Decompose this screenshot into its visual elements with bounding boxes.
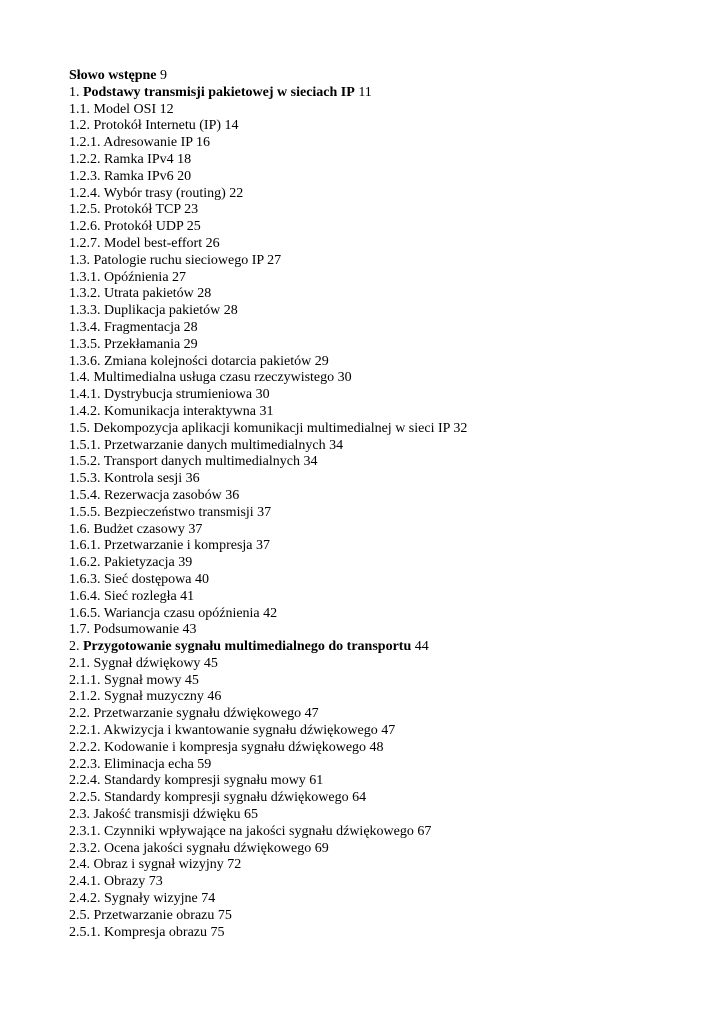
- toc-entry-text: 2.4.2. Sygnały wizyjne 74: [69, 891, 216, 907]
- toc-entry: [69, 807, 467, 824]
- toc-entry: [69, 454, 467, 471]
- toc-entry: [69, 639, 467, 656]
- toc-entry-text: 1.6.2. Pakietyzacja 39: [69, 555, 193, 571]
- toc-entry: [69, 320, 467, 337]
- toc-entry-text: 2.5.1. Kompresja obrazu 75: [69, 924, 225, 940]
- toc-entry: [69, 471, 467, 488]
- toc-entry-text: 1.6.4. Sieć rozległa 41: [69, 588, 195, 604]
- toc-entry: [69, 555, 467, 572]
- toc-entry: [69, 370, 467, 387]
- toc-entry-text: 2.2.5. Standardy kompresji sygnału dźwiękowego 64: [69, 790, 367, 806]
- toc-entry-text: 2.2.1. Akwizycja i kwantowanie sygnału dźwiękowego 47: [69, 723, 396, 739]
- toc-entry-text: 1.5.5. Bezpieczeństwo transmisji 37: [69, 504, 272, 520]
- toc-entry-text: 2.4.1. Obrazy 73: [69, 874, 163, 890]
- toc-entry-text: 2.1.2. Sygnał muzyczny 46: [69, 689, 222, 705]
- toc-entry: [69, 152, 467, 169]
- toc-entry: [69, 891, 467, 908]
- toc-entry: [69, 538, 467, 555]
- toc-entry-text: 1.5.3. Kontrola sesji 36: [69, 471, 200, 487]
- toc-entry: [69, 236, 467, 253]
- toc-entry-text: 1.5. Dekompozycja aplikacji komunikacji multimedialnej w sieci IP 32: [69, 420, 468, 436]
- toc-entry-text: 1.2.3. Ramka IPv6 20: [69, 168, 192, 184]
- toc-entry-text: 1.2.5. Protokół TCP 23: [69, 202, 199, 218]
- toc-entry: [69, 824, 467, 841]
- toc-entry-text: 1.2. Protokół Internetu (IP) 14: [69, 118, 239, 134]
- toc-entry-text: 1.2.6. Protokół UDP 25: [69, 219, 201, 235]
- toc-entry: [69, 689, 467, 706]
- toc-entry-text: 1.3.3. Duplikacja pakietów 28: [69, 303, 238, 319]
- toc-entry-text: 2.2.3. Eliminacja echa 59: [69, 756, 212, 772]
- toc-entry-text: 1.6.1. Przetwarzanie i kompresja 37: [69, 538, 270, 554]
- toc-entry-text: 1.1. Model OSI 12: [69, 101, 174, 117]
- toc-entry-text: 2.2. Przetwarzanie sygnału dźwiękowego 47: [69, 706, 319, 722]
- toc-entry-text: 1.3.5. Przekłamania 29: [69, 336, 198, 352]
- toc-entry: [69, 874, 467, 891]
- toc-entry-text: 1.4. Multimedialna usługa czasu rzeczywistego 30: [69, 370, 352, 386]
- toc-entry: [69, 219, 467, 236]
- toc-entry: [69, 118, 467, 135]
- toc-entry: [69, 270, 467, 287]
- toc-entry-number: 2.: [69, 639, 80, 655]
- table-of-contents: [69, 68, 467, 941]
- toc-entry-text: 2.4. Obraz i sygnał wizyjny 72: [69, 857, 242, 873]
- toc-entry-text: 2.2.4. Standardy kompresji sygnału mowy 61: [69, 773, 324, 789]
- toc-entry: [69, 68, 467, 85]
- toc-entry-text: 1.2.2. Ramka IPv4 18: [69, 151, 192, 167]
- toc-entry: [69, 404, 467, 421]
- toc-entry: [69, 723, 467, 740]
- toc-entry-text: 1.3.1. Opóźnienia 27: [69, 269, 187, 285]
- toc-entry-text: 2.3.2. Ocena jakości sygnału dźwiękowego 69: [69, 840, 329, 856]
- toc-entry: [69, 202, 467, 219]
- toc-entry: [69, 908, 467, 925]
- toc-entry-text: 2.3.1. Czynniki wpływające na jakości sygnału dźwiękowego 67: [69, 823, 432, 839]
- toc-entry-text: 1.3.2. Utrata pakietów 28: [69, 286, 212, 302]
- toc-entry: [69, 673, 467, 690]
- toc-entry: [69, 572, 467, 589]
- toc-entry: [69, 857, 467, 874]
- toc-entry: [69, 773, 467, 790]
- toc-entry: [69, 925, 467, 942]
- toc-entry: [69, 135, 467, 152]
- toc-entry: [69, 757, 467, 774]
- toc-entry-text: 1.3.6. Zmiana kolejności dotarcia pakietów 29: [69, 353, 329, 369]
- toc-entry: [69, 421, 467, 438]
- toc-entry-text: 1.7. Podsumowanie 43: [69, 622, 197, 638]
- toc-entry-page: 44: [414, 639, 429, 655]
- toc-entry: [69, 354, 467, 371]
- toc-entry: [69, 589, 467, 606]
- toc-entry-text: 2.3. Jakość transmisji dźwięku 65: [69, 807, 258, 823]
- toc-entry-text: 1.4.1. Dystrybucja strumieniowa 30: [69, 387, 270, 403]
- toc-entry-text: 1.6. Budżet czasowy 37: [69, 521, 203, 537]
- toc-entry-title: Podstawy transmisji pakietowej w sieciach IP: [83, 84, 355, 100]
- toc-entry: [69, 488, 467, 505]
- toc-entry: [69, 102, 467, 119]
- toc-entry-text: 2.2.2. Kodowanie i kompresja sygnału dźwiękowego 48: [69, 739, 384, 755]
- toc-entry: [69, 85, 467, 102]
- toc-entry-text: 1.2.7. Model best-effort 26: [69, 235, 220, 251]
- toc-entry-text: 1.6.3. Sieć dostępowa 40: [69, 571, 209, 587]
- toc-entry-text: 1.3. Patologie ruchu sieciowego IP 27: [69, 252, 282, 268]
- toc-entry-text: 2.1.1. Sygnał mowy 45: [69, 672, 199, 688]
- toc-entry-page: 9: [160, 68, 168, 83]
- toc-entry: [69, 505, 467, 522]
- toc-entry-title: Przygotowanie sygnału multimedialnego do transportu: [83, 639, 412, 655]
- toc-entry: [69, 169, 467, 186]
- toc-entry-text: 1.5.2. Transport danych multimedialnych 34: [69, 454, 318, 470]
- toc-entry-text: 1.2.1. Adresowanie IP 16: [69, 135, 211, 151]
- toc-entry-text: 1.3.4. Fragmentacja 28: [69, 319, 198, 335]
- toc-entry-text: 1.5.1. Przetwarzanie danych multimedialnych 34: [69, 437, 344, 453]
- toc-entry: [69, 286, 467, 303]
- toc-entry: [69, 606, 467, 623]
- toc-entry: [69, 740, 467, 757]
- toc-entry-text: 1.4.2. Komunikacja interaktywna 31: [69, 403, 274, 419]
- toc-entry: [69, 656, 467, 673]
- toc-entry: [69, 790, 467, 807]
- toc-entry: [69, 522, 467, 539]
- toc-entry: [69, 387, 467, 404]
- toc-entry-text: 1.2.4. Wybór trasy (routing) 22: [69, 185, 244, 201]
- toc-entry-text: 1.6.5. Wariancja czasu opóźnienia 42: [69, 605, 278, 621]
- toc-entry-page: 11: [358, 84, 372, 100]
- toc-entry: [69, 337, 467, 354]
- toc-entry: [69, 841, 467, 858]
- toc-entry: [69, 253, 467, 270]
- toc-entry: [69, 622, 467, 639]
- toc-entry: [69, 438, 467, 455]
- toc-entry: [69, 186, 467, 203]
- toc-entry: [69, 706, 467, 723]
- toc-entry: [69, 303, 467, 320]
- toc-entry-number: 1.: [69, 84, 80, 100]
- toc-entry-text: 1.5.4. Rezerwacja zasobów 36: [69, 487, 240, 503]
- toc-entry-title: Słowo wstępne: [69, 68, 157, 83]
- toc-entry-text: 2.1. Sygnał dźwiękowy 45: [69, 655, 218, 671]
- toc-entry-text: 2.5. Przetwarzanie obrazu 75: [69, 907, 232, 923]
